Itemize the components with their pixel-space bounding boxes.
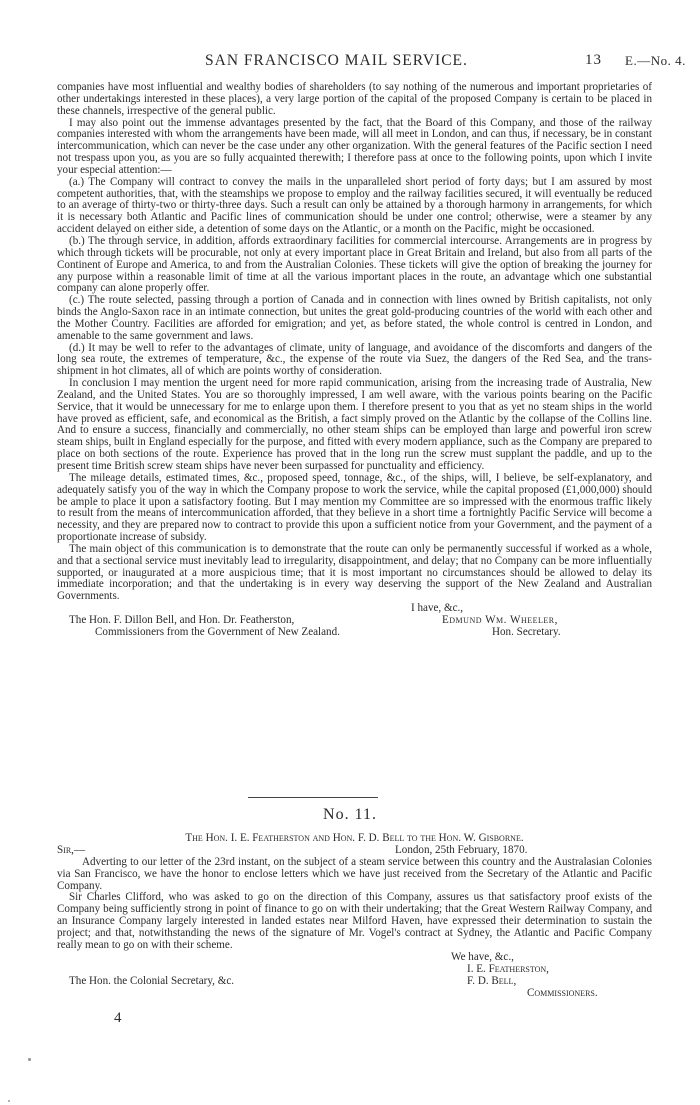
letter-two-signature-block [57, 952, 652, 1000]
paper-speck [28, 1058, 31, 1061]
signature-mark: 4 [114, 1010, 122, 1026]
letter-one-signature-block [57, 603, 652, 639]
addressee-line: The Hon. the Colonial Secretary, &c. [69, 974, 235, 987]
signer-title: Hon. Secretary. [492, 626, 561, 639]
paragraph: (d.) It may be well to refer to the advantages of climate, unity of language, and avoidance of the discomforts and dangers of the long sea route, the extremes of temperature, &c., the expense of the route via Suez, the dangers of the Red Sea, and the trans-shipment in hot climates, all of which are points worthy of consideration. [57, 341, 652, 378]
closing-phrase: I have, &c., [411, 602, 464, 615]
section-divider [248, 797, 378, 798]
paragraph: Sir Charles Clifford, who was asked to go on the direction of this Company, assures us that satisfactory proof exists of the Company being sufficiently strong in point of finance to go on with their undertaking; that the Great Western Railway Company, and an Insurance Company largely interested in landed estates near Milford Haven, have expressed their determination to sustain the project; and that, notwithstanding the news of the signature of Mr. Vogel's contract at Sydney, the Atlantic and Pacific Company really mean to go on with their scheme. [57, 891, 652, 951]
paragraph: (b.) The through service, in addition, affords extraordinary facilities for commercial intercourse. Arrangements are in progress by which through tickets will be procurable, not only at every important place in Great Britain and Ireland, but also from all parts of the Continent of Europe and America, to and from the Australian Colonies. These tickets will give the option of breaking the journey for any purpose within a reasonable limit of time at all the various important places in the route, an advantage which one substantial company can alone properly offer. [57, 234, 652, 295]
letter-heading: The Hon. I. E. Featherston and Hon. F. D. Bell to the Hon. W. Gisborne. [185, 832, 524, 844]
page-number: 13 [585, 52, 602, 68]
document-reference: E.—No. 4. [625, 53, 686, 68]
paragraph: The main object of this communication is to demonstrate that the route can only be permanently successful if worked as a whole, and that a sectional service must inevitably lead to irregularity, disappointment, and delay; that no Company can be more influentially supported, or inaugurated at a more auspicious time; that it is most important no circumstances should be allowed to delay its immediate incorporation; and that the undertaking is in every way deserving the support of the New Zealand and Australian Governments. [57, 542, 652, 603]
paper-speck [8, 1100, 10, 1102]
paragraph: companies have most influential and wealthy bodies of shareholders (to say nothing of the numerous and important proprietaries of other undertakings interested in these places), a very large portion of the capital of the proposed Company is certain to be placed in these channels, irrespective of the general public. [57, 81, 652, 117]
addressee-line: The Hon. F. Dillon Bell, and Hon. Dr. Featherston, [69, 614, 295, 627]
running-title: SAN FRANCISCO MAIL SERVICE. [205, 52, 468, 69]
signer-name: I. E. Featherston, [467, 962, 549, 975]
paragraph: (a.) The Company will contract to convey the mails in the unparalleled short period of forty days; but I am assured by most competent authorities, that, with the steamships we propose to employ and the railway facilities secured, it will eventually be reduced to an average of thirty-two or thirty-three days. Such a result can only be attained by a thorough harmony in arrangements, for which it is necessary both Atlantic and Pacific lines of communication should be under one control; otherwise, were a steamer by any accident delayed on either side, a detention of some days on the Atlantic, or a month on the Pacific, might be occasioned. [57, 175, 652, 236]
salutation-row [57, 845, 652, 857]
paragraph: I may also point out the immense advantages presented by the fact, that the Board of this Company, and those of the railway companies interested with whom the arrangements have been made, will all meet in London, and can thus, if necessary, be in constant intercommunication, which can never be the case under any other organization. With the general features of the Pacific section I need not trespass upon you, as you are so fully acquainted therewith; I therefore pass at once to the following points, upon which I invite your especial attention:— [57, 116, 652, 176]
signer-name: Edmund Wm. Wheeler, [442, 614, 558, 627]
letter-number: No. 11. [323, 806, 377, 823]
paragraph: (c.) The route selected, passing through a portion of Canada and in connection with lines owned by British capitalists, not only binds the Anglo-Saxon race in an intimate connection, but unites the great gold-producing countries of the world with each other and the Mother Country. Facilities are afforded for emigration; and yet, as before stated, the whole control is centred in London, and amenable to the same government and laws. [57, 294, 652, 342]
paragraph: In conclusion I may mention the urgent need for more rapid communication, arising from the increasing trade of Australia, New Zealand, and the United States. You are so thoroughly impressed, I am well aware, with the various points bearing on the Pacific Service, that it would be unnecessary for me to enlarge upon them. I therefore present to you that as yet no steam ships in the world have proved as efficient, safe, and economical as the British, a fact simply proved on the Atlantic by the collapse of the Collins line. And to ensure a success, financially and commercially, no other steam ships can be employed than large and powerful iron screw steam ships, built in England especially for the purpose, and fitted with every modern appliance, such as the Company are prepared to place on both sections of the route. Experience has proved that in the long run the screw must supplant the paddle, and up to the present time British screw steam ships have never been surpassed for punctuality and efficiency. [57, 377, 652, 472]
letter-two-body [57, 833, 652, 1000]
page-header [0, 52, 700, 74]
signer-name: F. D. Bell, [467, 974, 517, 987]
letter-one-body [57, 82, 652, 639]
place-date: London, 25th February, 1870. [395, 843, 528, 856]
paragraph: Adverting to our letter of the 23rd instant, on the subject of a steam service between this country and the Australasian Colonies via San Francisco, we have the honor to enclose letters which we have just received from the Secretary of the Atlantic and Pacific Company. [57, 855, 652, 892]
salutation: Sir,— [57, 843, 86, 856]
paragraph: The mileage details, estimated times, &c., proposed speed, tonnage, &c., of the ships, will, I believe, be self-explanatory, and adequately satisfy you of the way in which the Company propose to work the service, while the capital proposed (£1,000,000) should be ample to place it upon a satisfactory footing. But I may mention my Committee are so impressed with the enormous traffic likely to result from the means of intercommunication afforded, that they believe in a short time a fortnightly Pacific Service will become a necessity, and they are prepared now to contract to provide this upon a sufficient notice from your Government, and the payment of a proportionate increase of subsidy. [57, 471, 652, 544]
addressee-line: Commissioners from the Government of New Zealand. [95, 626, 340, 639]
closing-phrase: We have, &c., [451, 950, 514, 963]
signer-title: Commissioners. [527, 986, 598, 999]
